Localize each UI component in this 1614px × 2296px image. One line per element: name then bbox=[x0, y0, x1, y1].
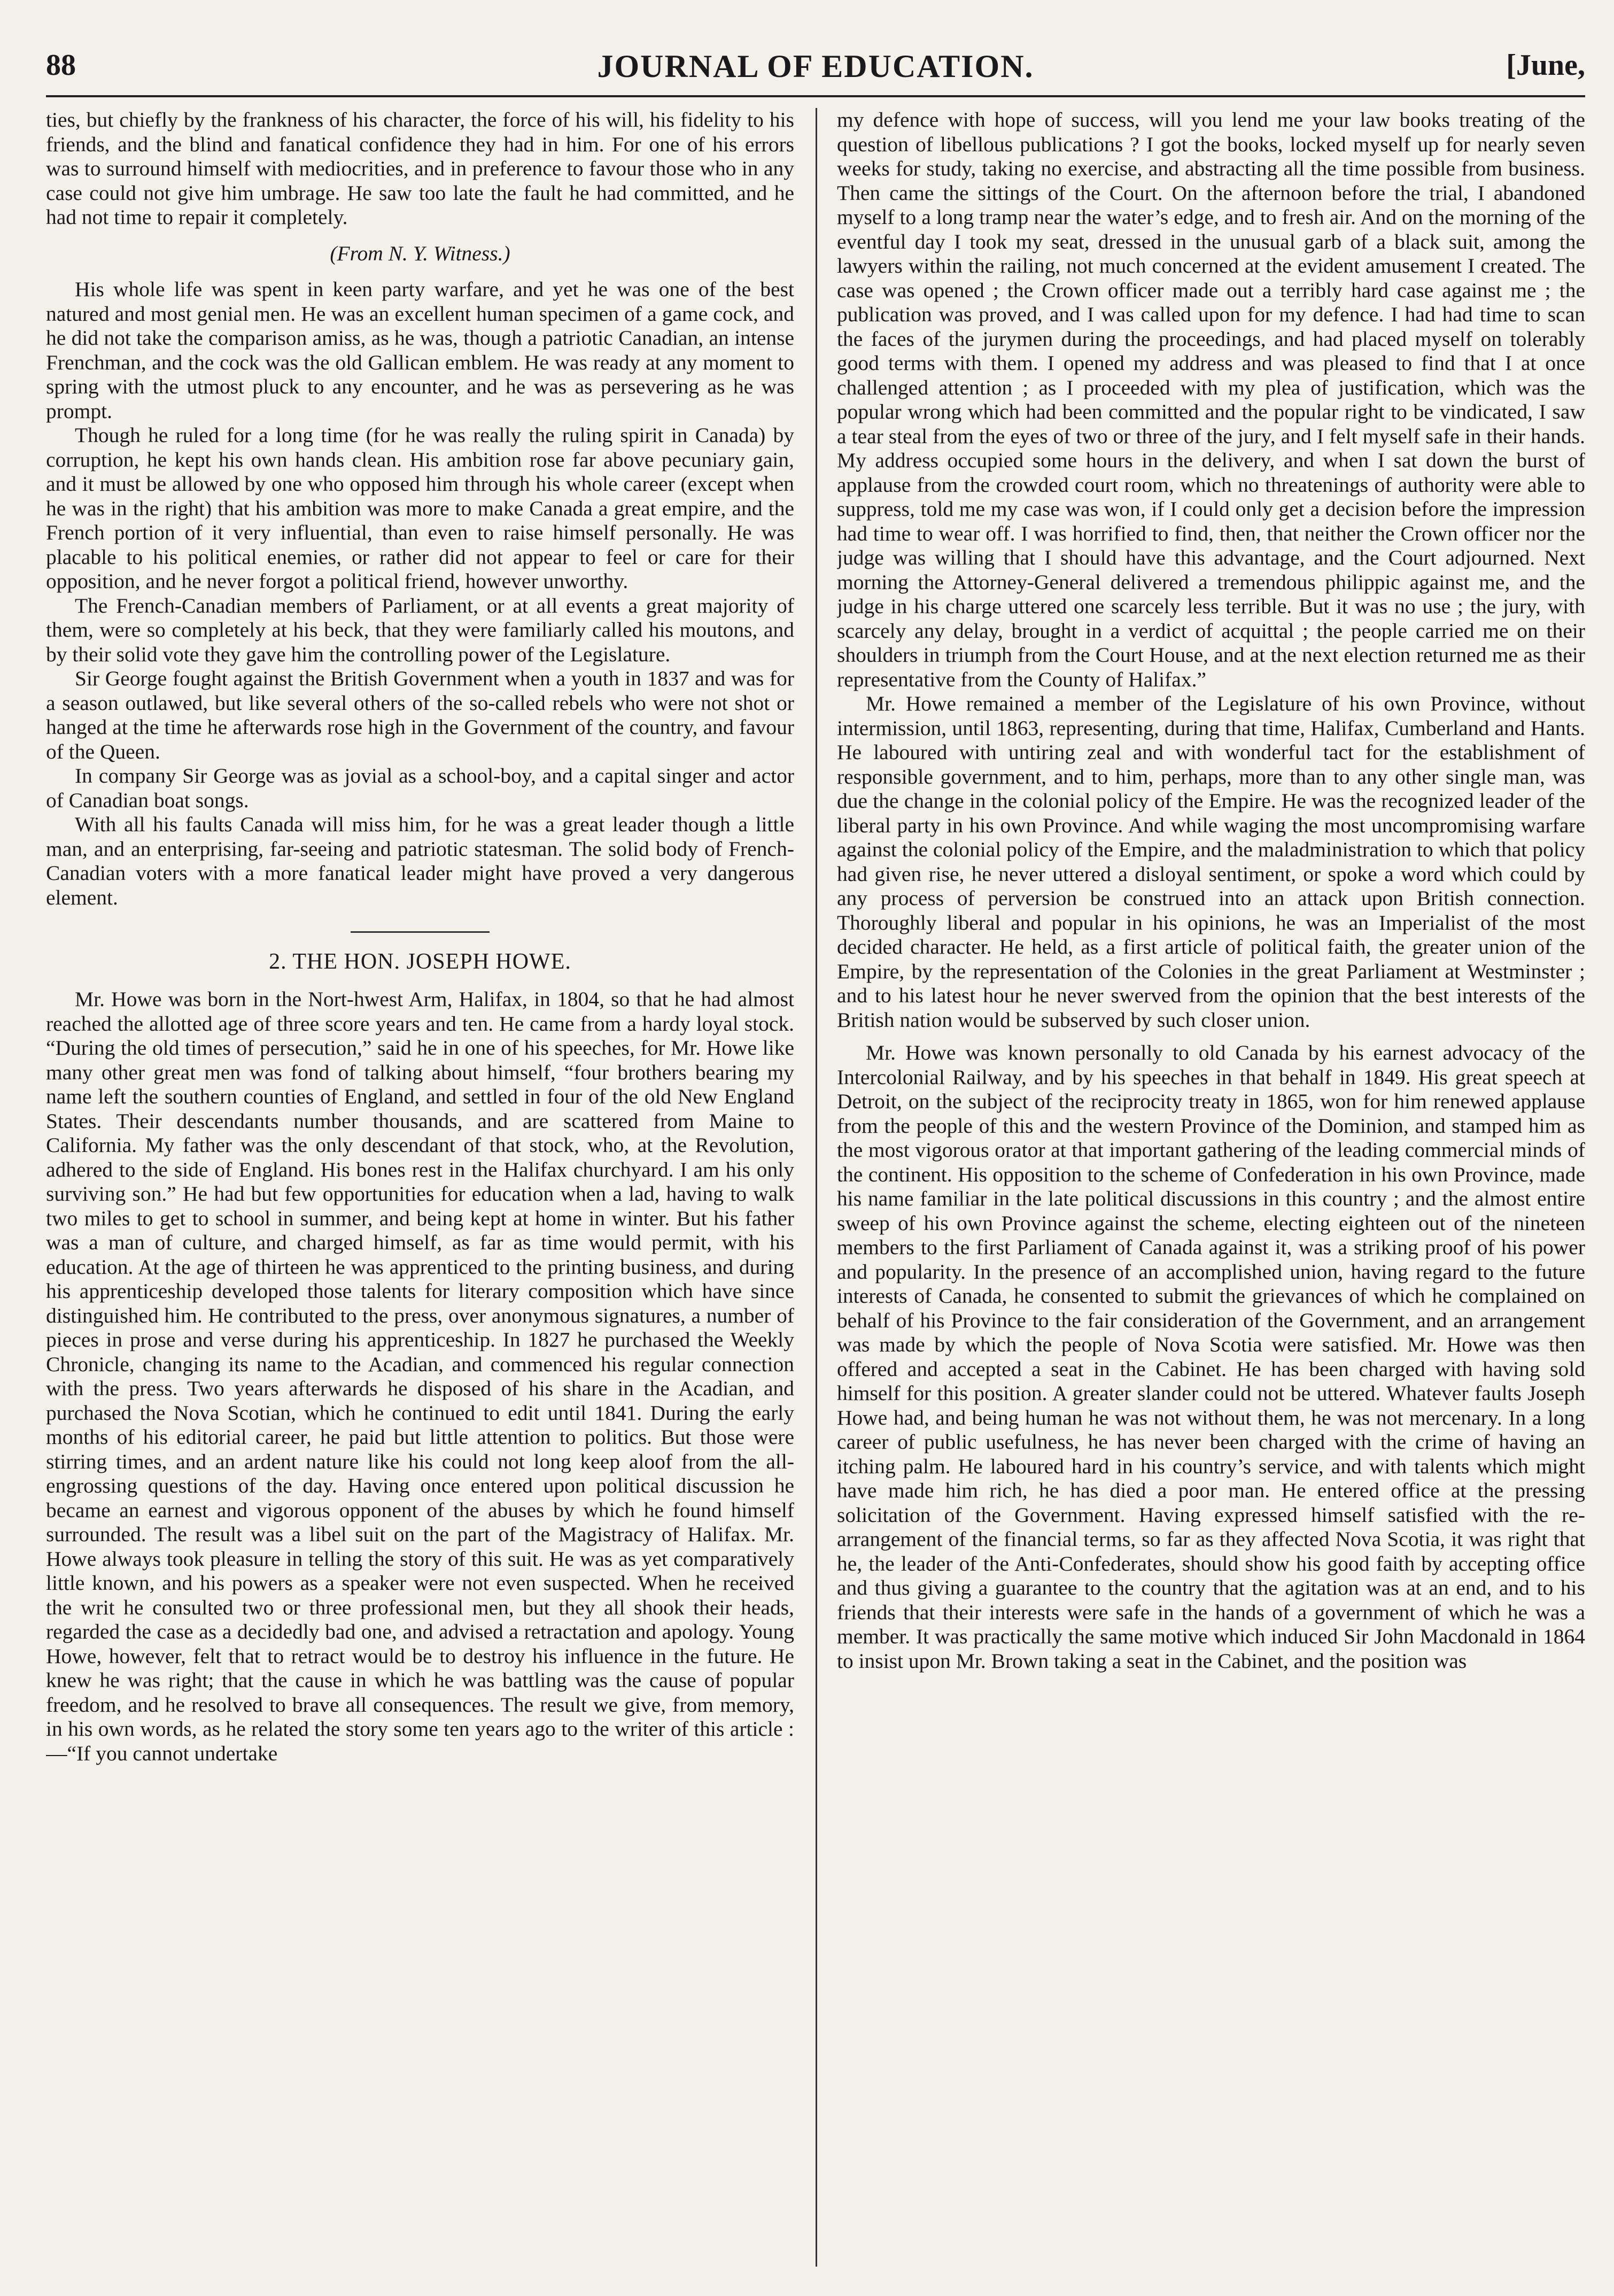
left-column bbox=[46, 108, 794, 2267]
cartier-paragraph: His whole life was spent in keen party warfare, and yet he was one of the best natured and most genial men. He was an excellent human specimen of a game cock, and he did not take the comparison amiss, as he was, though a patriotic Canadian, an intense Frenchman, and the cock was the old Gallican emblem. He was ready at any moment to spring with the utmost pluck to any encounter, and he was as persevering as he was prompt. bbox=[46, 277, 794, 423]
howe-paragraph: my defence with hope of success, will you lend me your law books treating of the question of libellous publications ? I got the books, locked myself up for nearly seven weeks for study, taking no exercise, and abstracting all the time possible from business. Then came the sittings of the Court. On the afternoon before the trial, I abandoned myself to a long tramp near the water’s edge, and to fresh air. And on the morning of the eventful day I took my seat, dressed in the unusual garb of a black suit, among the lawyers within the railing, not much concerned at the evident amusement I created. The case was opened ; the Crown officer made out a terribly hard case against me ; the publication was proved, and I was called upon for my defence. I had had time to scan the faces of the jurymen during the proceedings, and had placed myself on tolerably good terms with them. I opened my address and was pleased to find that I at once challenged attention ; as I proceeded with my plea of justification, which was the popular wrong which had been committed and the popular right to be vindicated, I saw a tear steal from the eyes of two or three of the jury, and I felt myself safe in their hands. My address occupied some hours in the delivery, and when I sat down the burst of applause from the crowded court room, which no threatenings of authority were able to suppress, told me my case was won, if I could only get a decision before the impression had time to wear off. I was horrified to find, then, that neither the Crown officer nor the judge was willing that I should have this advantage, and the Court adjourned. Next morning the Attorney-General delivered a tremendous philippic against me, and the judge in his charge uttered one scarcely less terrible. But it was no use ; the jury, with scarcely any delay, brought in a verdict of acquittal ; the people carried me on their shoulders in triumph from the Court House, and at the next election returned me as their representative from the County of Halifax.” bbox=[837, 108, 1585, 691]
page-number: 88 bbox=[46, 49, 76, 82]
cartier-paragraph: Though he ruled for a long time (for he was really the ruling spirit in Canada) by corruption, he kept his own hands clean. His ambition rose far above pecuniary gain, and it must be allowed by one who opposed him through his whole career (except when he was in the right) that his ambition was more to make Canada a great empire, and the French portion of it very influential, than even to raise himself personally. He was placable to his political enemies, or rather did not appear to feel or care for their opposition, and he never forgot a political friend, however unworthy. bbox=[46, 423, 794, 593]
cartier-paragraph: The French-Canadian members of Parliament, or at all events a great majority of them, were so completely at his beck, that they were familiarly called his moutons, and by their solid vote they gave him the controlling power of the Legislature. bbox=[46, 593, 794, 666]
cartier-paragraph: In company Sir George was as jovial as a school-boy, and a capital singer and actor of Canadian boat songs. bbox=[46, 764, 794, 812]
howe-paragraph: Mr. Howe was known personally to old Canada by his earnest advocacy of the Intercolonial Railway, and by his speeches in that behalf in 1849. His great speech at Detroit, on the subject of the reciprocity treaty in 1865, won for him renewed applause from the people of this and the western Province of the Dominion, and stamped him as the most vigorous orator at that important gathering of the leading commercial minds of the continent. His opposition to the scheme of Confederation in his own Province, made his name familiar in the late political discussions in this country ; and the almost entire sweep of his own Province against the scheme, electing eighteen out of the nineteen members to the first Parliament of Canada against it, was a striking proof of his power and popularity. In the presence of an accomplished union, having regard to the future interests of Canada, he consented to submit the grievances of which he complained on behalf of his Province to the fair consideration of the Government, and an arrangement was made by which the people of Nova Scotia were satisfied. Mr. Howe was then offered and accepted a seat in the Cabinet. He has been charged with having sold himself for this position. A greater slander could not be uttered. Whatever faults Joseph Howe had, and being human he was not without them, he was not mercenary. In a long career of public usefulness, he has never been charged with the crime of having an itching palm. He laboured hard in his country’s service, and with talents which might have made him rich, he has died a poor man. He entered office at the pressing solicitation of the Government. Having expressed himself satisfied with the re-arrangement of the financial terms, so far as they affected Nova Scotia, it was right that he, the leader of the Anti-Confederates, should show his good faith by accepting office and thus giving a guarantee to the country that the agitation was at an end, and to his friends that their interests were safe in the hands of a government of which he was a member. It was practically the same motive which induced Sir John Macdonald in 1864 to insist upon Mr. Brown taking a seat in the Cabinet, and the position was bbox=[837, 1041, 1585, 1673]
journal-title: JOURNAL OF EDUCATION. bbox=[597, 49, 1034, 84]
paragraph-gap bbox=[837, 1032, 1585, 1041]
source-attribution: (From N. Y. Witness.) bbox=[330, 241, 510, 265]
article-columns bbox=[46, 108, 1585, 2267]
right-column bbox=[837, 108, 1585, 2267]
cartier-paragraph: Sir George fought against the British Government when a youth in 1837 and was for a season outlawed, but like several others of the so-called rebels who were not shot or hanged at the time he afterwards rose high in the Government of the country, and favour of the Queen. bbox=[46, 667, 794, 763]
journal-page bbox=[46, 48, 1585, 2267]
section-heading: 2. THE HON. JOSEPH HOWE. bbox=[269, 949, 571, 974]
issue-month: [June, bbox=[1506, 49, 1585, 82]
section-divider bbox=[351, 931, 490, 933]
page-header bbox=[46, 48, 1585, 97]
column-rule bbox=[816, 108, 817, 2267]
howe-paragraph: Mr. Howe was born in the Nort-hwest Arm, Halifax, in 1804, so that he had almost reached the allotted age of three score years and ten. He came from a hardy loyal stock. “During the old times of persecution,” said he in one of his speeches, for Mr. Howe like many other great men was fond of talking about himself, “four brothers bearing my name left the southern counties of England, and settled in four of the old New England States. Their descendants number thousands, and are scattered from Maine to California. My father was the only descendant of that stock, who, at the Revolution, adhered to the side of England. His bones rest in the Halifax churchyard. I am his only surviving son.” He had but few opportunities for education when a lad, having to walk two miles to get to school in summer, and being kept at home in winter. But his father was a man of culture, and charged himself, as far as time would permit, with his education. At the age of thirteen he was apprenticed to the printing business, and during his apprenticeship developed those talents for literary composition which have since distinguished him. He contributed to the press, over anonymous signatures, a number of pieces in prose and verse during his apprenticeship. In 1827 he purchased the Weekly Chronicle, changing its name to the Acadian, and commenced his regular connection with the press. Two years afterwards he disposed of his share in the Acadian, and purchased the Nova Scotian, which he continued to edit until 1841. During the early months of his editorial career, he paid but little attention to politics. But those were stirring times, and an ardent nature like his could not long keep aloof from the all-engrossing questions of the day. Having once entered upon political discussion he became an earnest and vigorous opponent of the abuses by which he found himself surrounded. The result was a libel suit on the part of the Magistracy of Halifax. Mr. Howe always took pleasure in telling the story of this suit. He was as yet comparatively little known, and his powers as a speaker were not even suspected. When he received the writ he consulted two or three professional men, but they all shook their heads, regarded the case as a decidedly bad one, and advised a retractation and apology. Young Howe, however, felt that to retract would be to destroy his influence in the future. He knew he was right; that the cause in which he was battling was the cause of popular freedom, and he resolved to brave all consequences. The result we give, from memory, in his own words, as he related the story some ten years ago to the writer of this article :—“If you cannot undertake bbox=[46, 987, 794, 1765]
howe-paragraph: Mr. Howe remained a member of the Legislature of his own Province, without intermission, until 1863, representing, during that time, Halifax, Cumberland and Hants. He laboured with untiring zeal and with wonderful tact for the establishment of responsible government, and to him, perhaps, more than to any other single man, was due the change in the colonial policy of the Empire. He was the recognized leader of the liberal party in his own Province. And while waging the most uncompromising warfare against the colonial policy of the Empire, and the maladministration to which that policy had given rise, he never uttered a disloyal sentiment, or spoke a word which could by any process of perversion be construed into an attack upon British connection. Thoroughly liberal and popular in his opinions, he was an Imperialist of the most decided character. He held, as a first article of political faith, the greater union of the Empire, by the representation of the Colonies in the great Parliament at Westminster ; and to his latest hour he never swerved from the opinion that the best interests of the British nation would be subserved by such closer union. bbox=[837, 692, 1585, 1032]
cartier-intro-paragraph: ties, but chiefly by the frankness of his character, the force of his will, his fidelity to his friends, and the blind and fanatical confidence they had in him. For one of his errors was to surround himself with mediocrities, and in preference to favour those who in any case could not give him umbrage. He saw too late the fault he had committed, and he had not time to repair it completely. bbox=[46, 108, 794, 229]
cartier-paragraph: With all his faults Canada will miss him, for he was a great leader though a little man, and an enterprising, far-seeing and patriotic statesman. The solid body of French-Canadian voters with a more fanatical leader might have proved a very dangerous element. bbox=[46, 813, 794, 909]
